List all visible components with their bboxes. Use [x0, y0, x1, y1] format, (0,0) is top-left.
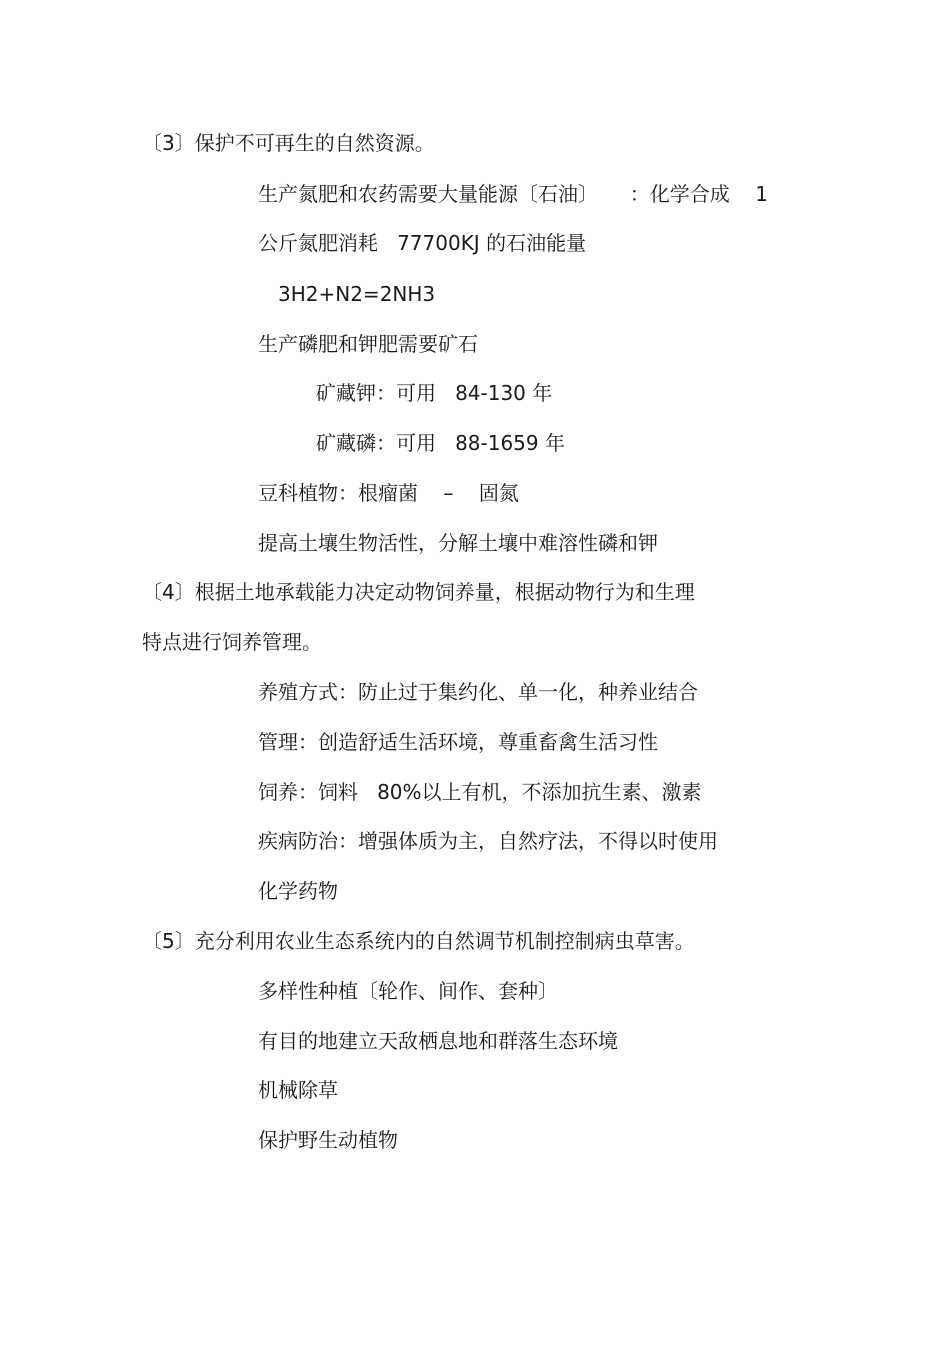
paragraph-line: 豆科植物：根瘤菌 – 固氮 — [258, 481, 519, 505]
paragraph-line: 管理：创造舒适生活环境，尊重畜禽生活习性 — [258, 730, 658, 754]
paragraph-line: 多样性种植〔轮作、间作、套种〕 — [258, 979, 558, 1003]
paragraph-line: 饲养：饲料 80%以上有机，不添加抗生素、激素 — [258, 780, 702, 804]
paragraph-line: 生产氮肥和农药需要大量能源〔石油〕 ：化学合成 1 — [258, 182, 768, 206]
paragraph-line: 生产磷肥和钾肥需要矿石 — [258, 332, 478, 356]
paragraph-line: 疾病防治：增强体质为主，自然疗法，不得以时使用 — [258, 829, 718, 853]
paragraph-line: 提高土壤生物活性，分解土壤中难溶性磷和钾 — [258, 531, 658, 555]
paragraph-line: 化学药物 — [258, 879, 338, 903]
section-3-heading: 〔3〕保护不可再生的自然资源。 — [142, 131, 435, 155]
section-4-heading: 〔4〕根据土地承载能力决定动物饲养量，根据动物行为和生理 — [142, 580, 695, 604]
paragraph-line: 矿藏磷：可用 88-1659 年 — [316, 431, 565, 455]
paragraph-line: 矿藏钾：可用 84-130 年 — [316, 381, 553, 405]
chemical-equation: 3H2+N2=2NH3 — [278, 282, 436, 306]
section-5-heading: 〔5〕充分利用农业生态系统内的自然调节机制控制病虫草害。 — [142, 929, 695, 953]
paragraph-line: 保护野生动植物 — [258, 1128, 398, 1152]
paragraph-line: 养殖方式：防止过于集约化、单一化，种养业结合 — [258, 680, 698, 704]
section-4-heading-cont: 特点进行饲养管理。 — [142, 630, 322, 654]
paragraph-line: 有目的地建立天敌栖息地和群落生态环境 — [258, 1029, 618, 1053]
paragraph-line: 机械除草 — [258, 1078, 338, 1102]
paragraph-line: 公斤氮肥消耗 77700KJ 的石油能量 — [258, 231, 587, 255]
